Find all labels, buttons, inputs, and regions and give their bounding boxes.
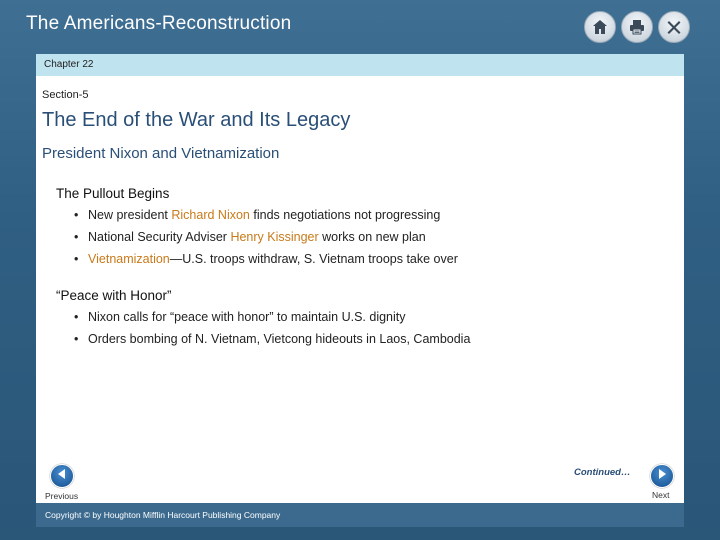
top-toolbar xyxy=(584,11,690,43)
page-title: The End of the War and Its Legacy xyxy=(42,109,351,131)
previous-button[interactable] xyxy=(50,464,74,488)
footer-bar xyxy=(36,503,684,527)
arrow-right-icon xyxy=(656,467,668,485)
app-title: The Americans-Reconstruction xyxy=(26,13,292,34)
bullet-item xyxy=(88,208,440,222)
close-button[interactable] xyxy=(658,11,690,43)
bullet-text: National Security Adviser xyxy=(88,230,231,244)
group-heading-pullout: The Pullout Begins xyxy=(56,186,170,201)
print-icon xyxy=(628,18,646,36)
highlight-term: Henry Kissinger xyxy=(230,230,319,244)
home-icon xyxy=(591,18,609,36)
previous-label: Previous xyxy=(45,491,79,501)
close-icon xyxy=(665,18,683,36)
bullet-item xyxy=(88,252,458,266)
bullet-item xyxy=(88,230,426,244)
chapter-label: Chapter 22 xyxy=(44,59,94,70)
bullet-item: • Nixon calls for “peace with honor” to maintain U.S. dignity xyxy=(88,310,406,324)
bullet-text: finds negotiations not progressing xyxy=(249,208,441,222)
page-subtitle: President Nixon and Vietnamization xyxy=(42,145,280,162)
content-panel xyxy=(36,76,684,503)
highlight-term: Richard Nixon xyxy=(171,208,250,222)
next-button[interactable] xyxy=(650,464,674,488)
bullet-text: —U.S. troops withdraw, S. Vietnam troops take over xyxy=(169,252,458,266)
arrow-left-icon xyxy=(56,467,68,485)
copyright-text: Copyright © by Houghton Mifflin Harcourt Publishing Company xyxy=(45,510,281,520)
continued-label: Continued… xyxy=(574,467,631,478)
highlight-term: Vietnamization xyxy=(88,252,170,266)
next-label: Next xyxy=(652,490,670,500)
home-button[interactable] xyxy=(584,11,616,43)
group-heading-peace: “Peace with Honor” xyxy=(56,288,172,303)
bullet-text: works on new plan xyxy=(318,230,426,244)
print-button[interactable] xyxy=(621,11,653,43)
bullet-item: • Orders bombing of N. Vietnam, Vietcong hideouts in Laos, Cambodia xyxy=(88,332,470,346)
bullet-text: New president xyxy=(88,208,172,222)
chapter-bar xyxy=(36,54,684,76)
section-label: Section-5 xyxy=(42,89,89,101)
